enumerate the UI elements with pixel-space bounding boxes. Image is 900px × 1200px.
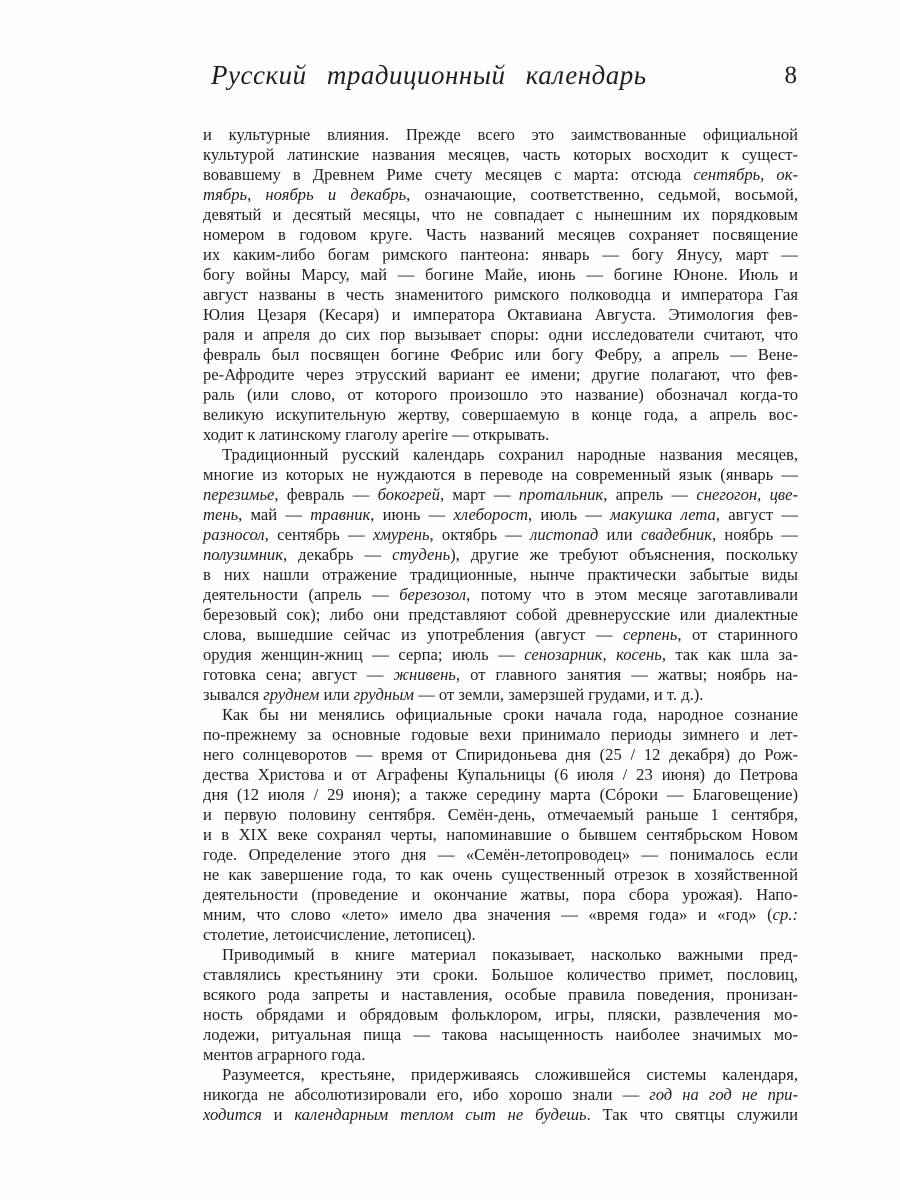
text-line: август названы в честь знаменитого римского полководца и императора Гая [203, 285, 798, 304]
italic-phrase: свадебник [640, 525, 712, 544]
text-line: ментов аграрного года. [203, 1045, 366, 1064]
text-line: Разумеется, крестьяне, придерживаясь сложившейся системы календаря, [222, 1065, 798, 1084]
text-line: слова, вышедшие сейчас из употребления (август — серпень, от старинного [203, 625, 798, 644]
text-line: орудия женщин-жниц — серпа; июль — сенозарник, косень, так как шла за- [203, 645, 798, 664]
text-line: номером в годовом круге. Часть названий месяцев сохраняет посвящение [203, 225, 798, 244]
text-line: Как бы ни менялись официальные сроки начала года, народное сознание [222, 705, 798, 724]
text-line: ставлялись крестьянину эти сроки. Большое количество примет, пословиц, [203, 965, 798, 984]
text-line: годе. Определение этого дня — «Семён-летопроводец» — понималось если [203, 845, 798, 864]
text-line: культурой латинские названия месяцев, часть которых восходит к сущест- [203, 145, 798, 164]
text-line: зывался груднем или грудным — от земли, замерзшей грудами, и т. д.). [203, 685, 704, 704]
text-line: многие из которых не нуждаются в переводе на современный язык (январь — [203, 465, 798, 484]
italic-phrase: макушка лета [610, 505, 716, 524]
text-line: в них нашли отражение традиционные, нынче практически забытые виды [203, 565, 798, 584]
text-line: перезимье, февраль — бокогрей, март — протальник, апрель — снегогон, цве- [203, 485, 798, 504]
italic-phrase: листопад [530, 525, 599, 544]
italic-phrase: студень [392, 545, 451, 564]
text-line: и в XIX веке сохранял черты, напоминавшие о бывшем сентябрьском Новом [203, 825, 798, 844]
italic-phrase: бокогрей [377, 485, 440, 504]
italic-phrase: березозол [399, 585, 467, 604]
text-line: ность обрядами и обрядовым фольклором, игры, пляски, развлечения мо- [203, 1005, 798, 1024]
text-line: не как завершение года, то как очень существенный отрезок в хозяйственной [203, 865, 798, 884]
text-line: их каким-либо богам римского пантеона: январь — богу Янусу, март — [203, 245, 798, 264]
italic-phrase: тень [203, 505, 239, 524]
italic-phrase: перезимье [203, 485, 275, 504]
text-line: раль (или слово, от которого произошло это название) обозначал когда-то [203, 385, 798, 404]
text-line: Традиционный русский календарь сохранил народные названия месяцев, [222, 445, 798, 464]
text-line: вовавшему в Древнем Риме счету месяцев с марта: отсюда сентябрь, ок- [203, 165, 798, 184]
italic-phrase: сентябрь, ок- [693, 165, 798, 184]
italic-phrase: серпень [623, 625, 678, 644]
italic-phrase: тябрь, ноябрь и декабрь [203, 185, 407, 204]
text-line: полузимник, декабрь — студень), другие же требуют объяснения, поскольку [203, 545, 798, 564]
text-line: разносол, сентябрь — хмурень, октябрь — листопад или свадебник, ноябрь — [203, 525, 799, 544]
text-line: раля и апреля до сих пор вызывает споры: одни исследователи считают, что [203, 325, 798, 344]
text-line: и культурные влияния. Прежде всего это заимствованные официальной [203, 125, 798, 144]
italic-phrase: хлеборост [453, 505, 528, 524]
italic-phrase: груднем [263, 685, 320, 704]
text-line: столетие, летоисчисление, летописец). [203, 925, 476, 944]
text-line: Приводимый в книге материал показывает, насколько важными пред- [222, 945, 798, 964]
paragraph [203, 445, 798, 705]
italic-phrase: календарным теплом сыт не будешь [294, 1105, 587, 1124]
text-line: деятельности (апрель — березозол, потому что в этом месяце заготавливали [203, 585, 798, 604]
italic-phrase: травник [310, 505, 371, 524]
text-line: февраль был посвящен богине Фебрис или богу Фебру, а апрель — Вене- [203, 345, 798, 364]
text-line: по-прежнему за основные годовые вехи принимало периоды зимнего и лет- [203, 725, 798, 744]
text-line: дества Христова и от Аграфены Купальницы (6 июля / 23 июня) до Петрова [203, 765, 798, 784]
text-line: мним, что слово «лето» имело два значения — «время года» и «год» (ср.: [203, 905, 798, 924]
text-line: богу войны Марсу, май — богине Майе, июнь — богине Юноне. Июль и [203, 265, 798, 284]
italic-phrase: полузимник [203, 545, 283, 564]
paragraph [203, 705, 798, 945]
page-body [203, 125, 798, 1125]
italic-phrase: грудным [353, 685, 414, 704]
italic-phrase: снегогон, цве- [696, 485, 798, 504]
italic-phrase: сенозарник, косень [524, 645, 662, 664]
text-line: всякого рода запреты и наставления, особые правила поведения, пронизан- [203, 985, 798, 1004]
text-line: Юлия Цезаря (Кесаря) и императора Октавиана Августа. Этимология фев- [203, 305, 798, 324]
italic-phrase: ходится [203, 1105, 262, 1124]
text-line: девятый и десятый месяцы, что не совпадает с нынешним их порядковым [203, 205, 798, 224]
page-header [205, 58, 799, 102]
italic-phrase: хмурень [372, 525, 430, 544]
text-line: и первую половину сентября. Семён-день, отмечаемый раньше 1 сентября, [203, 805, 798, 824]
italic-phrase: протальник [518, 485, 604, 504]
text-line: лодежи, ритуальная пища — такова насыщенность наиболее значимых мо- [203, 1025, 798, 1044]
italic-phrase: жнивень [393, 665, 456, 684]
paragraph [203, 1065, 798, 1125]
italic-phrase: год на год не при- [649, 1085, 798, 1104]
text-line: ходит к латинскому глаголу aperire — открывать. [203, 425, 550, 444]
text-line: деятельности (проведение и окончание жатвы, пора сбора урожая). Напо- [203, 885, 798, 904]
text-line: него солнцеворотов — время от Спиридоньева дня (25 / 12 декабря) до Рож- [203, 745, 798, 764]
text-line: никогда не абсолютизировали его, ибо хорошо знали — год на год не при- [203, 1085, 798, 1104]
italic-phrase: ср.: [772, 905, 798, 924]
text-line: великую искупительную жертву, совершаемую в конце года, а апрель вос- [203, 405, 798, 424]
text-line: тень, май — травник, июнь — хлеборост, июль — макушка лета, август — [203, 505, 798, 524]
running-title: Русский традиционный календарь [211, 60, 647, 90]
page-number: 8 [784, 62, 797, 89]
text-line: ходится и календарным теплом сыт не будешь. Так что святцы служили [203, 1105, 798, 1124]
text-line: дня (12 июля / 29 июня); а также середину марта (Сóроки — Благовещение) [203, 785, 798, 804]
text-line: березовый сок); либо они представляют собой древнерусские или диалектные [203, 605, 798, 624]
paragraph [203, 945, 798, 1065]
italic-phrase: разносол [203, 525, 265, 544]
text-line: ре-Афродите через этрусский вариант ее имени; другие полагают, что фев- [203, 365, 798, 384]
text-line: тябрь, ноябрь и декабрь, означающие, соответственно, седьмой, восьмой, [203, 185, 798, 204]
text-line: готовка сена; август — жнивень, от главного занятия — жатвы; ноябрь на- [203, 665, 798, 684]
paragraph [203, 125, 798, 445]
